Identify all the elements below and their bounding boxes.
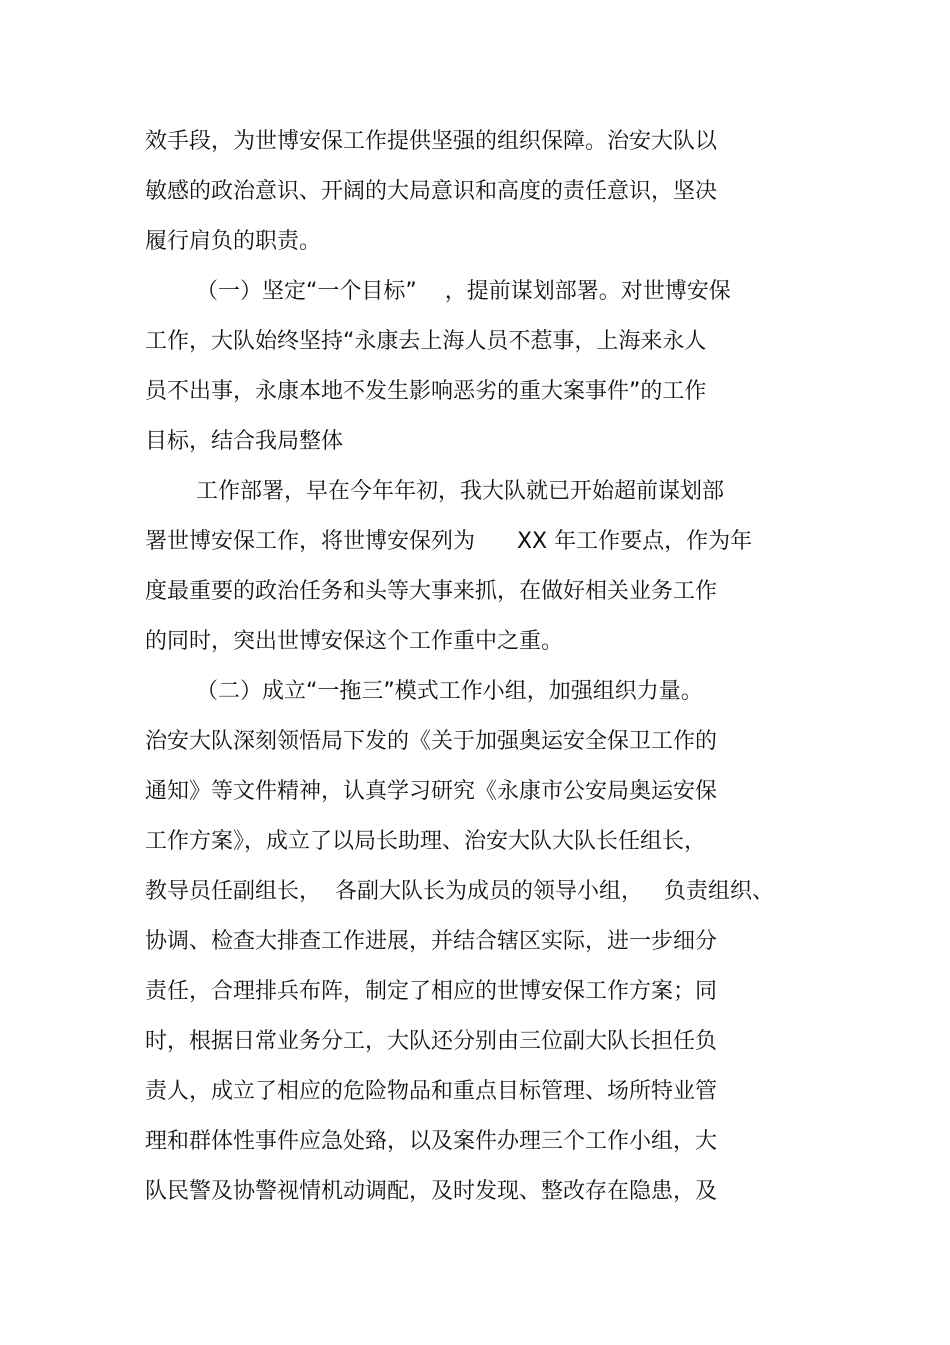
text-line-4: （一）坚定“一个目标” ，提前谋划部署。对世博安保 <box>196 279 731 304</box>
text-line-6: 员不出事，永康本地不发生影响恶劣的重大案事件”的工作 <box>145 379 707 404</box>
text-line-1: 效手段，为世博安保工作提供坚强的组织保障。治安大队以 <box>145 129 718 154</box>
text-line-7: 目标，结合我局整体 <box>145 429 344 454</box>
text-line-19: 时，根据日常业务分工，大队还分别由三位副大队长担任负 <box>145 1029 718 1054</box>
text-line-20: 责人，成立了相应的危险物品和重点目标管理、场所特业管 <box>145 1079 718 1104</box>
text-line-10: 度最重要的政治任务和头等大事来抓，在做好相关业务工作 <box>145 579 718 604</box>
text-line-8: 工作部署，早在今年年初，我大队就已开始超前谋划部 <box>196 479 725 504</box>
text-line-21: 理和群体性事件应急处臵，以及案件办理三个工作小组，大 <box>145 1129 718 1154</box>
text-line-15: 工作方案》，成立了以局长助理、治安大队大队长任组长， <box>145 829 707 854</box>
text-line-14: 通知》等文件精神，认真学习研究《永康市公安局奥运安保 <box>145 779 718 804</box>
text-line-12: （二）成立“一拖三”模式工作小组，加强组织力量。 <box>196 679 703 704</box>
text-line-5: 工作，大队始终坚持“永康去上海人员不惹事，上海来永人 <box>145 329 707 354</box>
text-line-13: 治安大队深刻领悟局下发的《关于加强奥运安全保卫工作的 <box>145 729 718 754</box>
text-line-9: 署世博安保工作，将世博安保列为 XX 年工作要点，作为年 <box>145 529 753 554</box>
text-line-3: 履行肩负的职责。 <box>145 229 322 254</box>
text-line-22: 队民警及协警视情机动调配，及时发现、整改存在隐患，及 <box>145 1179 718 1204</box>
text-line-18: 责任，合理排兵布阵，制定了相应的世博安保工作方案；同 <box>145 979 718 1004</box>
text-line-11: 的同时，突出世博安保这个工作重中之重。 <box>145 629 564 654</box>
text-line-2: 敏感的政治意识、开阔的大局意识和高度的责任意识，坚决 <box>145 179 718 204</box>
text-line-16: 教导员任副组长， 各副大队长为成员的领导小组， 负责组织、 <box>145 879 774 904</box>
text-line-17: 协调、检查大排查工作进展，并结合辖区实际，进一步细分 <box>145 929 718 954</box>
